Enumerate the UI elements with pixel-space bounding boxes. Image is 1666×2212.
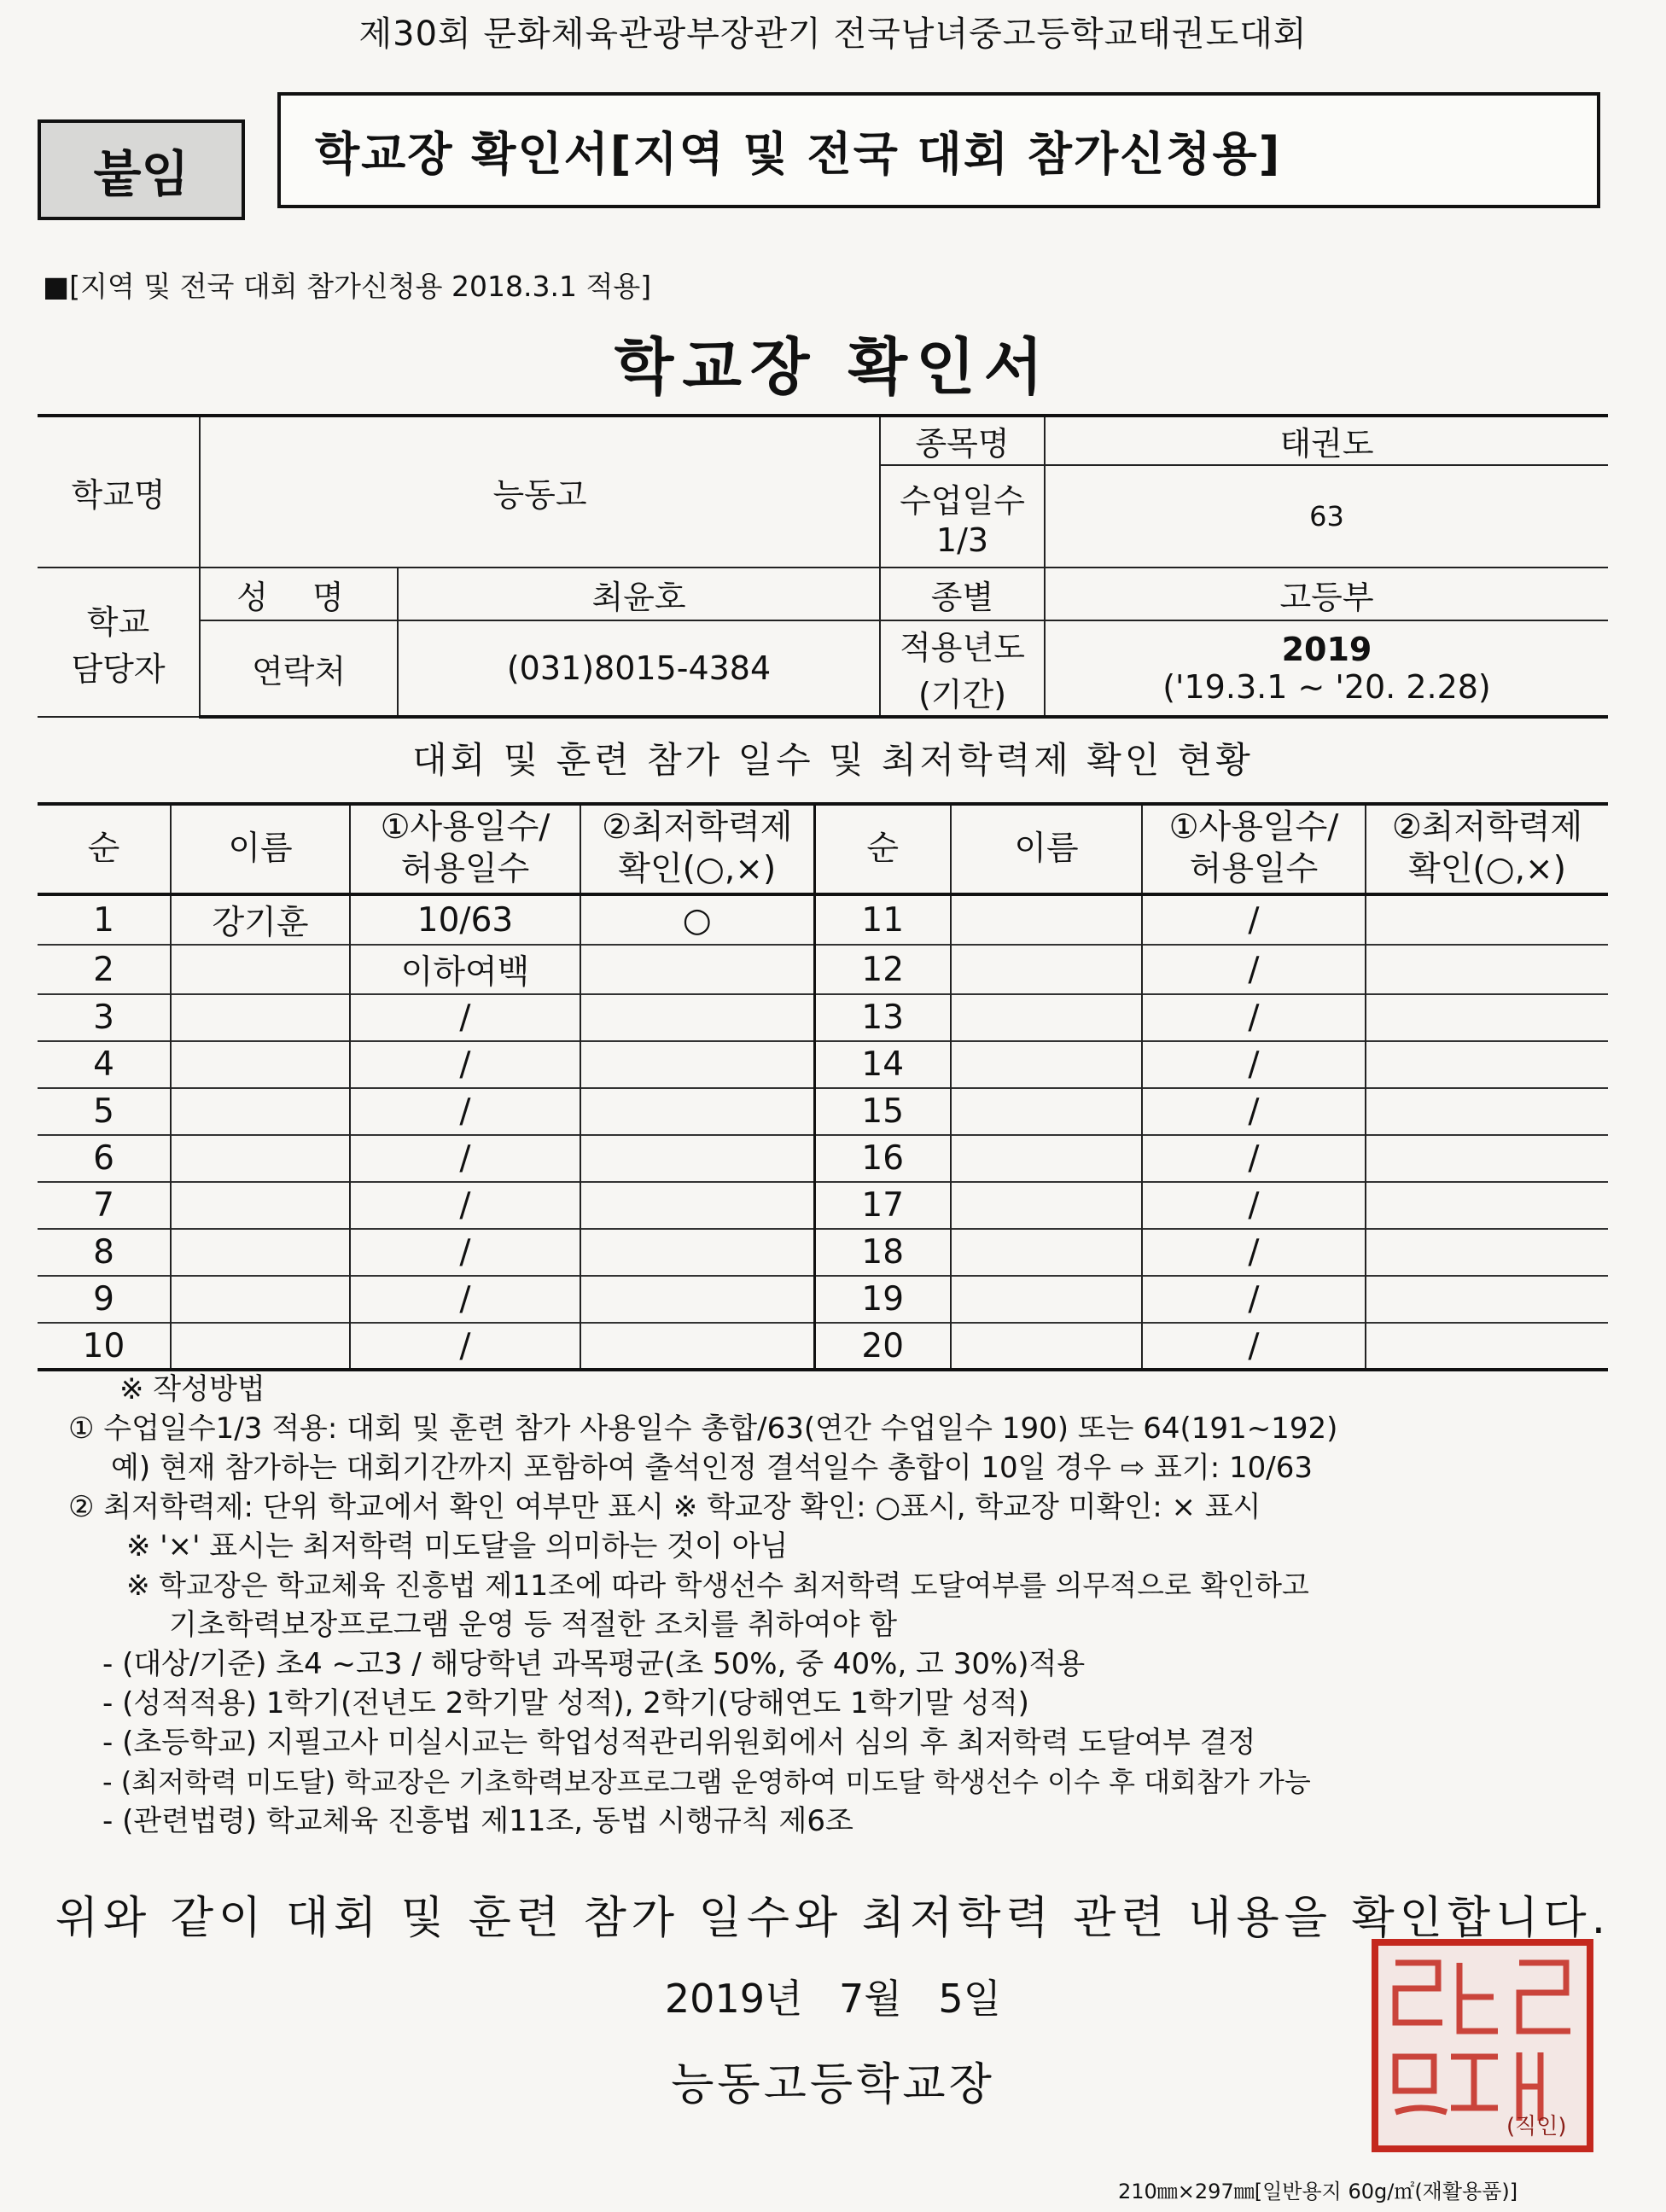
phone-label: 연락처 xyxy=(200,620,398,717)
row-name xyxy=(171,1135,350,1182)
row-name xyxy=(171,1088,350,1135)
row-no: 3 xyxy=(38,994,171,1041)
principal-signature-line: 능동고등학교장 xyxy=(671,2059,995,2110)
row-name xyxy=(171,1182,350,1229)
table-row xyxy=(38,1135,1608,1182)
row-days: / xyxy=(350,1276,580,1323)
header-min-academic: ②최저학력제 확인(○,×) xyxy=(1366,804,1608,894)
row-check xyxy=(1366,1135,1608,1182)
instruction-line: - (성적적용) 1학기(전년도 2학기말 성적), 2학기(당해연도 1학기말 성적) xyxy=(102,1686,1029,1720)
row-check xyxy=(580,1229,814,1276)
instruction-line: ① 수업일수1/3 적용: 대회 및 훈련 참가 사용일수 총합/63(연간 수업일수 190) 또는 64(191~192) xyxy=(68,1412,1338,1446)
instruction-line: - (대상/기준) 초4 ~고3 / 해당학년 과목평균(초 50%, 중 40%, 고 30%)적용 xyxy=(102,1647,1086,1681)
table-row xyxy=(38,1041,1608,1088)
row-no: 1 xyxy=(38,894,171,945)
row-days: / xyxy=(1142,1182,1366,1229)
instruction-line: ※ '×' 표시는 최저학력 미도달을 의미하는 것이 아님 xyxy=(126,1529,789,1563)
row-name xyxy=(171,1276,350,1323)
row-name xyxy=(951,1323,1142,1370)
attachment-label: 붙임 xyxy=(38,119,245,220)
school-name-label: 학교명 xyxy=(38,416,200,568)
row-days: 10/63 xyxy=(350,894,580,945)
row-no: 7 xyxy=(38,1182,171,1229)
header-days: ①사용일수/ 허용일수 xyxy=(350,804,580,894)
table-row xyxy=(38,1088,1608,1135)
instruction-line: ※ 학교장은 학교체육 진흥법 제11조에 따라 학생선수 최저학력 도달여부를 의무적으로 확인하고 xyxy=(126,1569,1309,1602)
row-name xyxy=(171,1323,350,1370)
instruction-line: - (최저학력 미도달) 학교장은 기초학력보장프로그램 운영하여 미도달 학생선수 이수 후 대회참가 가능 xyxy=(102,1766,1311,1798)
row-no: 8 xyxy=(38,1229,171,1276)
row-name xyxy=(951,1135,1142,1182)
row-no: 15 xyxy=(814,1088,951,1135)
instruction-line: 예) 현재 참가하는 대회기간까지 포함하여 출석인정 결석일수 총합이 10일 경우 ⇨ 표기: 10/63 xyxy=(111,1451,1313,1485)
table-row xyxy=(38,1323,1608,1370)
row-check xyxy=(1366,1323,1608,1370)
header-days: ①사용일수/ 허용일수 xyxy=(1142,804,1366,894)
row-no: 13 xyxy=(814,994,951,1041)
name-value: 최윤호 xyxy=(398,568,880,620)
paper-spec-note: 210㎜×297㎜[일반용지 60g/㎡(재활용품)] xyxy=(1118,2180,1518,2203)
date-day: 5일 xyxy=(938,1976,1002,2022)
row-no: 20 xyxy=(814,1323,951,1370)
instruction-line: ② 최저학력제: 단위 학교에서 확인 여부만 표시 ※ 학교장 확인: ○표시, 학교장 미확인: × 표시 xyxy=(68,1490,1261,1524)
table-row xyxy=(38,1276,1608,1323)
official-seal-stamp xyxy=(1372,1939,1593,2152)
row-days: / xyxy=(1142,894,1366,945)
table-row xyxy=(38,894,1608,945)
header-no: 순 xyxy=(814,804,951,894)
row-days: / xyxy=(350,1088,580,1135)
row-check xyxy=(1366,1229,1608,1276)
row-check xyxy=(580,1135,814,1182)
row-name xyxy=(171,1229,350,1276)
header-name: 이름 xyxy=(951,804,1142,894)
row-check xyxy=(580,994,814,1041)
row-name xyxy=(951,894,1142,945)
participation-status-heading: 대회 및 훈련 참가 일수 및 최저학력제 확인 현황 xyxy=(412,739,1254,781)
sport-label: 종목명 xyxy=(880,416,1045,465)
name-label: 성 명 xyxy=(200,568,398,620)
table-row xyxy=(38,994,1608,1041)
date-month: 7월 xyxy=(839,1976,902,2022)
row-no: 18 xyxy=(814,1229,951,1276)
row-no: 11 xyxy=(814,894,951,945)
row-days: / xyxy=(1142,1041,1366,1088)
row-no: 12 xyxy=(814,945,951,994)
contact-person-label: 학교 담당자 xyxy=(38,568,200,717)
row-name: 강기훈 xyxy=(171,894,350,945)
instruction-line: - (초등학교) 지필고사 미실시교는 학업성적관리위원회에서 심의 후 최저학력 도달여부 결정 xyxy=(102,1726,1256,1760)
applied-period: ('19.3.1 ~ '20. 2.28) xyxy=(1162,668,1491,706)
row-check xyxy=(1366,1088,1608,1135)
row-name xyxy=(171,994,350,1041)
participation-table xyxy=(38,802,1608,1371)
row-check xyxy=(1366,894,1608,945)
row-no: 5 xyxy=(38,1088,171,1135)
row-days: 이하여백 xyxy=(350,945,580,994)
row-check xyxy=(580,1182,814,1229)
table-row xyxy=(38,945,1608,994)
applied-year-label: 적용년도 (기간) xyxy=(880,620,1045,717)
row-no: 14 xyxy=(814,1041,951,1088)
row-no: 9 xyxy=(38,1276,171,1323)
row-check xyxy=(1366,945,1608,994)
table-row xyxy=(38,1229,1608,1276)
form-heading: 학교장 확인서[지역 및 전국 대회 참가신청용] xyxy=(277,92,1600,208)
row-check xyxy=(1366,1276,1608,1323)
event-title: 제30회 문화체육관광부장관기 전국남녀중고등학교태권도대회 xyxy=(358,15,1308,54)
class-days-value: 63 xyxy=(1045,465,1608,568)
date-year: 2019년 xyxy=(664,1976,803,2022)
applied-year-value: 2019 ('19.3.1 ~ '20. 2.28) xyxy=(1045,620,1608,717)
row-check xyxy=(1366,1041,1608,1088)
sport-value: 태권도 xyxy=(1045,416,1608,465)
row-check xyxy=(580,1276,814,1323)
row-days: / xyxy=(1142,1276,1366,1323)
table-row xyxy=(38,1182,1608,1229)
header-min-academic: ②최저학력제 확인(○,×) xyxy=(580,804,814,894)
row-no: 2 xyxy=(38,945,171,994)
row-days: / xyxy=(350,1182,580,1229)
division-value: 고등부 xyxy=(1045,568,1608,620)
row-name xyxy=(171,945,350,994)
header-name: 이름 xyxy=(171,804,350,894)
row-name xyxy=(951,945,1142,994)
row-name xyxy=(951,1276,1142,1323)
row-no: 10 xyxy=(38,1323,171,1370)
instruction-line: - (관련법령) 학교체육 진흥법 제11조, 동법 시행규칙 제6조 xyxy=(102,1804,853,1838)
row-no: 19 xyxy=(814,1276,951,1323)
phone-value: (031)8015-4384 xyxy=(398,620,880,717)
instruction-line: 기초학력보장프로그램 운영 등 적절한 조치를 취하여야 함 xyxy=(169,1608,898,1642)
writing-instructions xyxy=(68,1370,1605,1841)
row-no: 4 xyxy=(38,1041,171,1088)
row-no: 17 xyxy=(814,1182,951,1229)
instructions-title: ※ 작성방법 xyxy=(119,1372,265,1406)
row-days: / xyxy=(350,1323,580,1370)
confirmation-statement: 위와 같이 대회 및 훈련 참가 일수와 최저학력 관련 내용을 확인합니다. xyxy=(55,1893,1611,1944)
school-info-table xyxy=(38,414,1608,719)
seal-icon xyxy=(1378,1946,1587,2145)
row-name xyxy=(171,1041,350,1088)
row-days: / xyxy=(1142,1229,1366,1276)
row-days: / xyxy=(350,1229,580,1276)
row-check xyxy=(580,1323,814,1370)
row-name xyxy=(951,1182,1142,1229)
row-name xyxy=(951,1041,1142,1088)
row-check xyxy=(580,1041,814,1088)
row-check xyxy=(580,945,814,994)
class-days-label: 수업일수 1/3 xyxy=(880,465,1045,568)
row-no: 16 xyxy=(814,1135,951,1182)
row-no: 6 xyxy=(38,1135,171,1182)
header-no: 순 xyxy=(38,804,171,894)
row-days: / xyxy=(350,994,580,1041)
row-days: / xyxy=(1142,1088,1366,1135)
row-days: / xyxy=(1142,945,1366,994)
row-name xyxy=(951,1229,1142,1276)
row-days: / xyxy=(350,1135,580,1182)
seal-text: (직인) xyxy=(1506,2114,1567,2139)
apply-note: ■[지역 및 전국 대회 참가신청용 2018.3.1 적용] xyxy=(43,270,652,303)
division-label: 종별 xyxy=(880,568,1045,620)
row-days: / xyxy=(1142,1135,1366,1182)
row-check: ○ xyxy=(580,894,814,945)
row-name xyxy=(951,1088,1142,1135)
row-check xyxy=(580,1088,814,1135)
row-days: / xyxy=(1142,994,1366,1041)
school-name-value: 능동고 xyxy=(200,416,880,568)
row-check xyxy=(1366,994,1608,1041)
row-days: / xyxy=(1142,1323,1366,1370)
row-days: / xyxy=(350,1041,580,1088)
row-name xyxy=(951,994,1142,1041)
row-check xyxy=(1366,1182,1608,1229)
document-title: 학교장 확인서 xyxy=(614,331,1052,403)
